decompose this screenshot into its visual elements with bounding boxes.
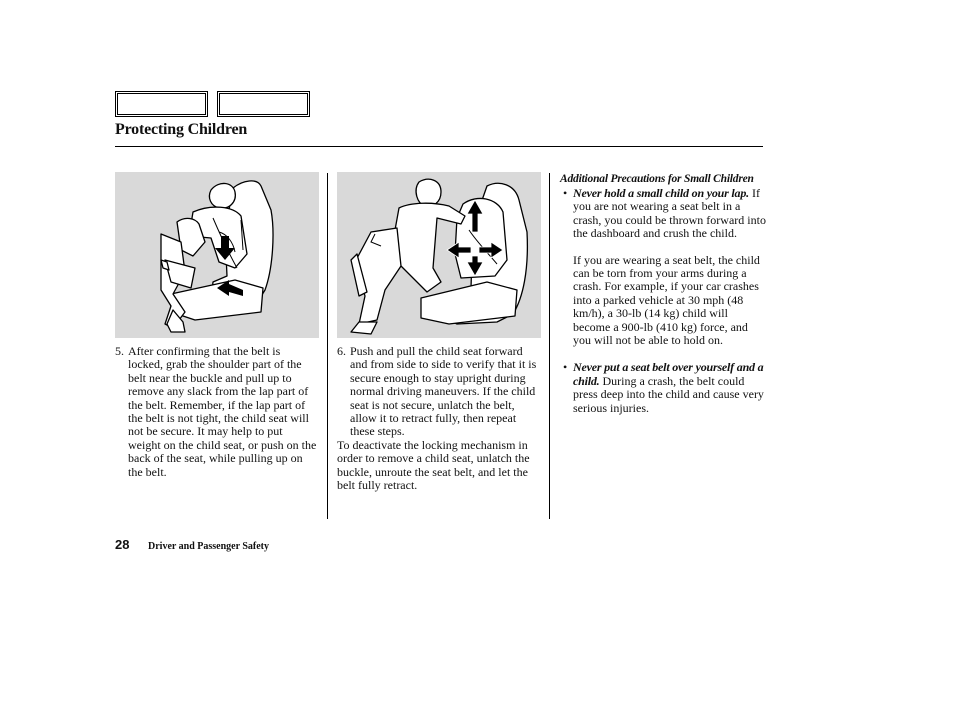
precaution-text: During a crash, the belt could press deep into the child and cause very serious injuries. (573, 373, 764, 415)
step-number: 6. (337, 344, 346, 358)
step-text: Push and pull the child seat forward and from side to side to verify that it is secure enough to stay upright during normal driving maneuvers. If the child seat is not secure, unlatch the belt, allow it to retract fully, then repeat these steps. (350, 344, 537, 439)
column-divider-1 (327, 173, 328, 519)
precaution-title: Never hold a small child on your lap. (573, 186, 749, 200)
precaution-item-belt (560, 361, 766, 415)
tab-box-left (115, 91, 208, 117)
column-precautions (560, 173, 766, 415)
step-5 (115, 345, 317, 479)
deactivate-paragraph: To deactivate the locking mechanism in order to remove a child seat, unlatch the buckle, unroute the seat belt, and let the belt fully retract. (337, 437, 530, 493)
step-text: After confirming that the belt is locked, grab the shoulder part of the belt near the buckle and pull up to remove any slack from the lap part of the belt. Remember, if the lap part of the belt is not tight, the child seat will not be secure. It may help to put weight on the child seat, or push on the back of the seat, while pulling up on the belt. (128, 344, 317, 479)
bullet-icon: • (563, 360, 568, 375)
precaution-item-lap (560, 187, 766, 347)
illustration-push-pull-seat (337, 172, 541, 338)
column-divider-2 (549, 173, 550, 519)
illustration-tighten-belt (115, 172, 319, 338)
column-step-6 (337, 345, 541, 492)
tab-box-right (217, 91, 310, 117)
title-rule (115, 146, 763, 147)
page-number: 28 (115, 537, 130, 552)
precaution-text: If you are not wearing a seat belt in a crash, you could be thrown forward into the dashboard and crush the child. (573, 186, 766, 241)
section-footer: Driver and Passenger Safety (148, 541, 270, 552)
figure-tighten-belt (115, 172, 319, 338)
figure-push-pull-seat (337, 172, 541, 338)
bullet-icon: • (563, 186, 568, 200)
column-step-5 (115, 345, 317, 479)
section-subheading: Additional Precautions for Small Children (560, 173, 754, 185)
page-title: Protecting Children (115, 121, 248, 138)
step-6 (337, 345, 541, 439)
precaution-title: Never put a seat belt over yourself and a child. (573, 360, 764, 388)
step-number: 5. (115, 344, 124, 358)
precaution-text-continued: If you are wearing a seat belt, the child can be torn from your arms during a crash. For example, if your car crashes into a parked vehicle at 30 mph (48 km/h), a 30-lb (14 kg) child will become a 900-lb (410 kg) force, and you will not be able to hold on. (573, 252, 760, 348)
